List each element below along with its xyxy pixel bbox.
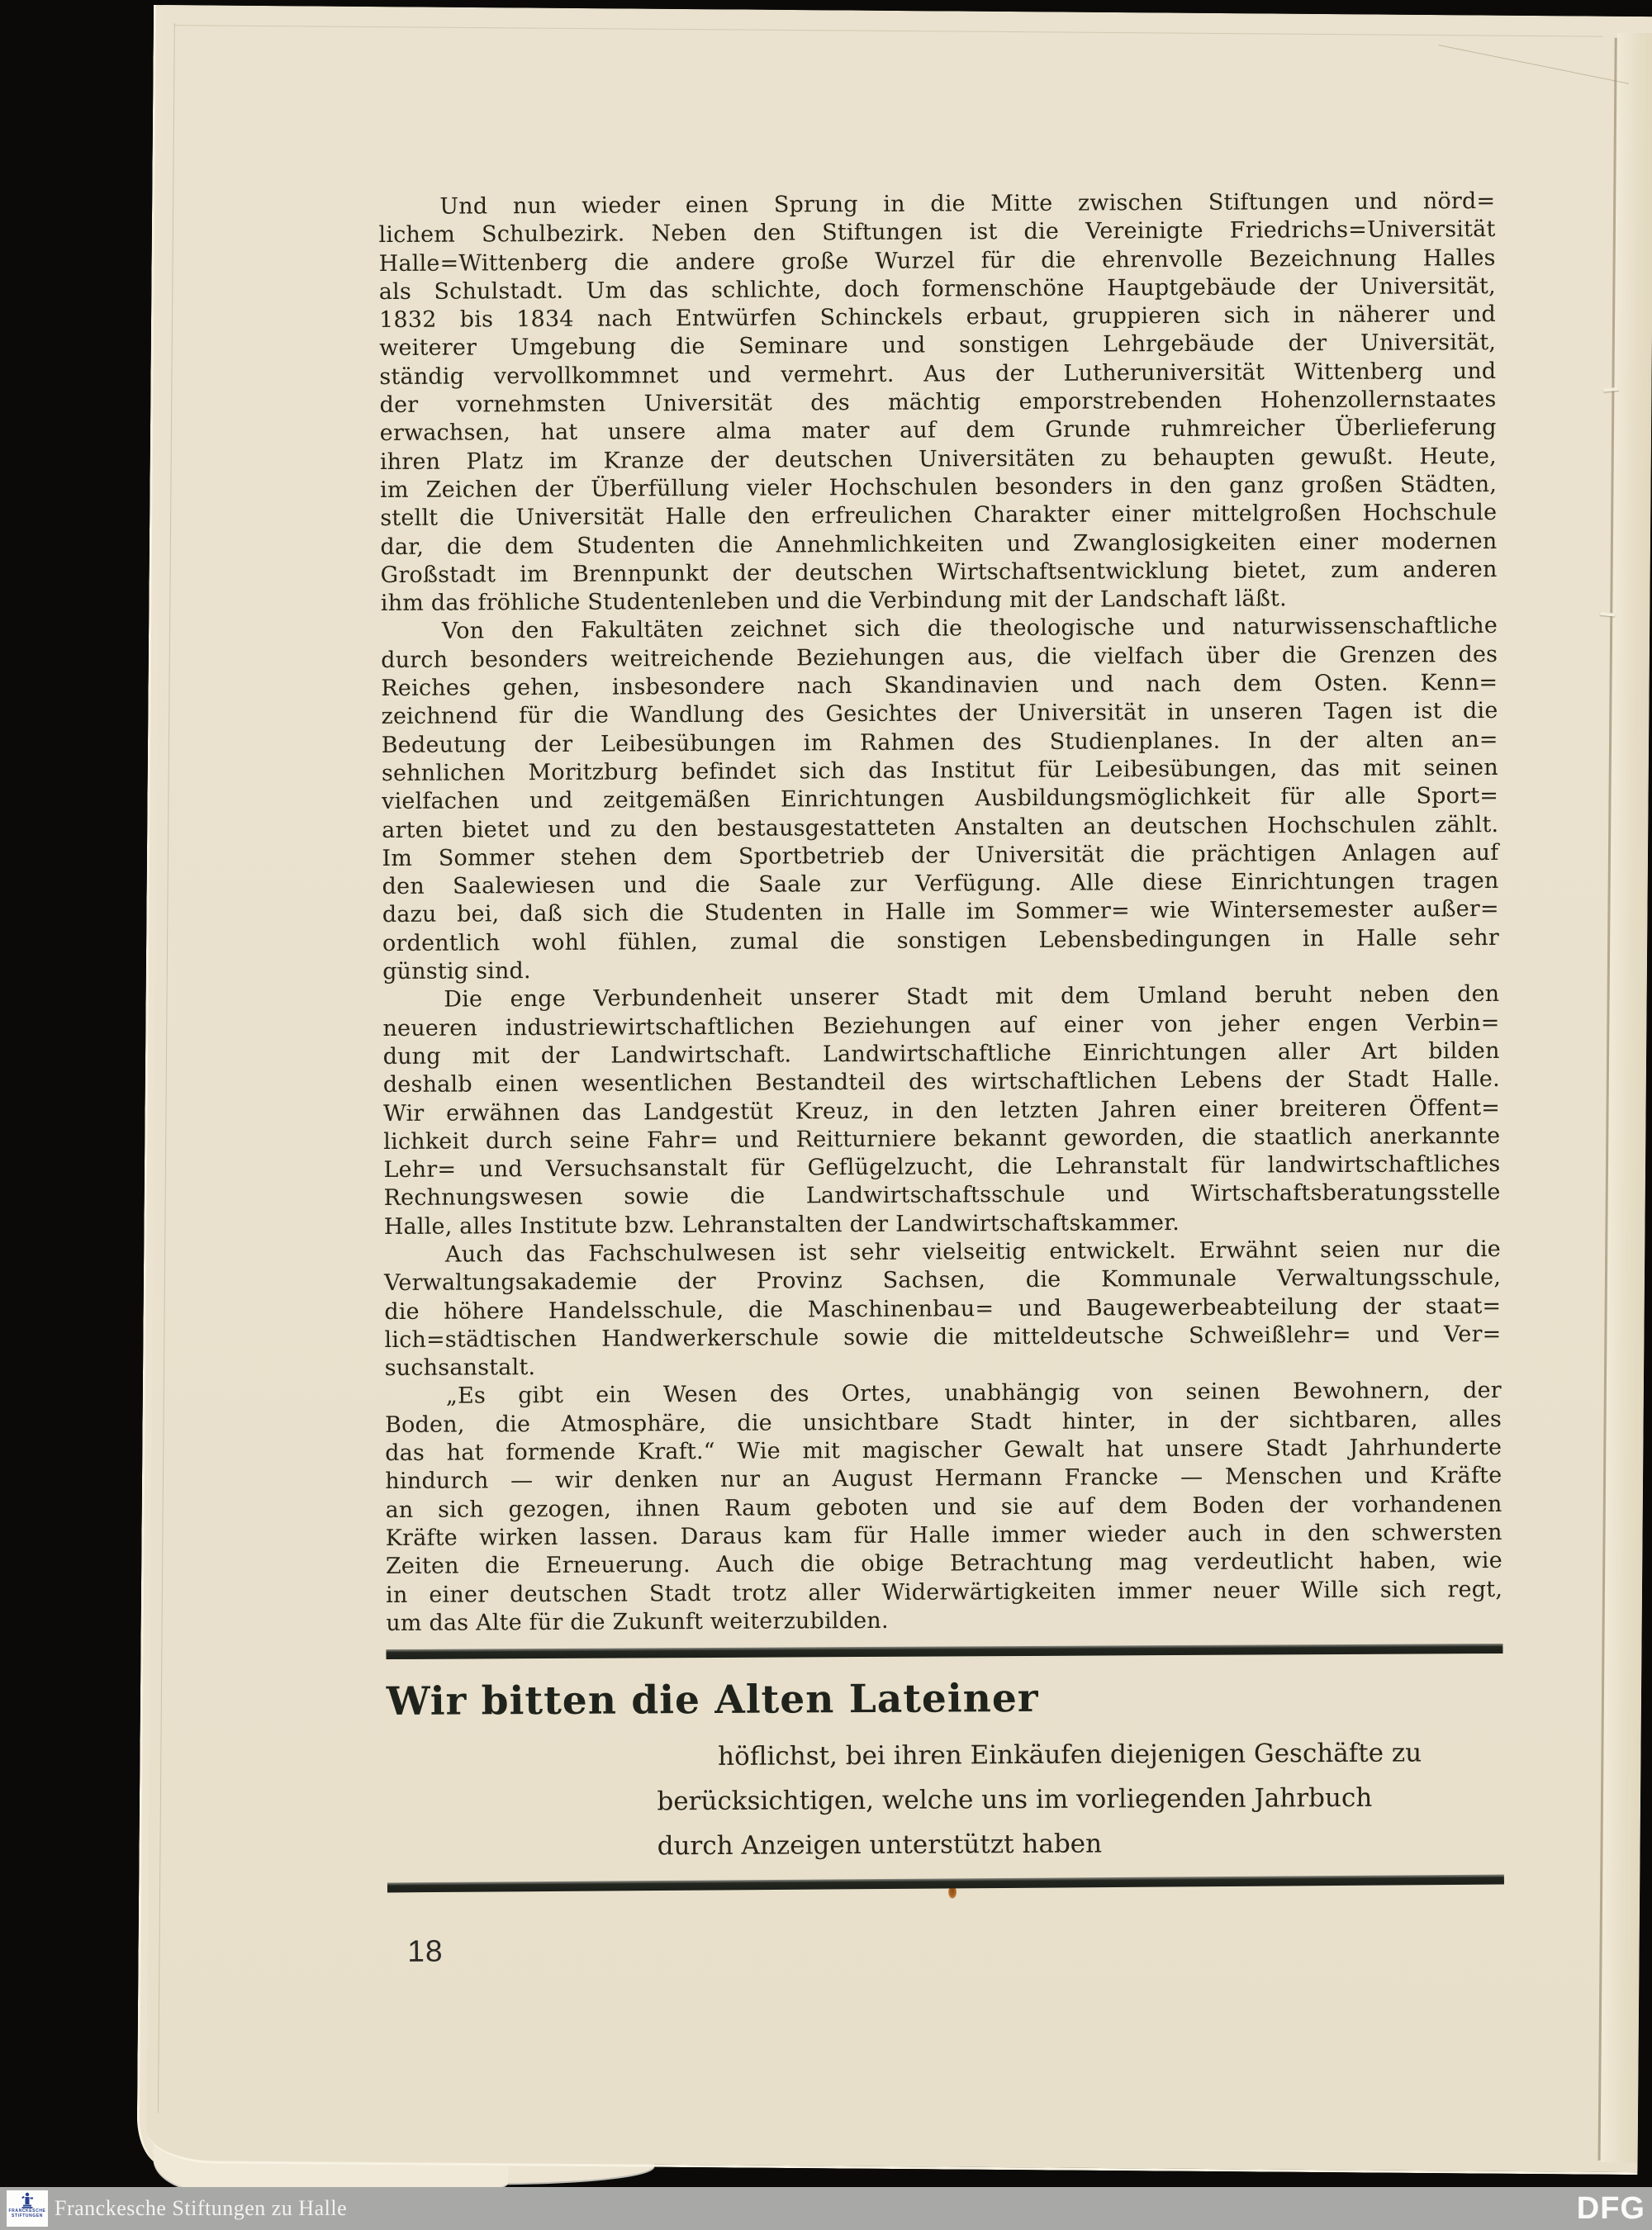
text-line: den Saalewiesen und die Saale zur Verfügung. Alle diese Einrichtungen tragen	[382, 868, 1499, 900]
advert-rule-top	[386, 1644, 1502, 1659]
text-line: „Es gibt ein Wesen des Ortes, unabhängig von seinen Bewohnern, der	[445, 1378, 1502, 1410]
page-number: 18	[407, 1933, 444, 1969]
advert-rule-bottom	[387, 1875, 1504, 1893]
text-line: Auch das Fachschulwesen ist sehr vielseitig entwickelt. Erwähnt seien nur die	[444, 1236, 1502, 1268]
text-line: lichem Schulbezirk. Neben den Stiftungen ist die Vereinigte Friedrichs=Universität	[378, 216, 1496, 249]
text-line: sehnlichen Moritzburg befindet sich das Institut für Leibesübungen, das mit seinen	[381, 754, 1498, 786]
text-line: Großstadt im Brennpunkt der deutschen Wirtschaftsentwicklung bietet, zum anderen	[380, 556, 1498, 588]
paragraph	[381, 612, 1499, 986]
text-line: zeichnend für die Wandlung des Gesichtes der Universität in unseren Tagen ist die	[381, 698, 1498, 730]
text-line: dazu bei, daß sich die Studenten in Halle im Sommer= wie Wintersemester außer=	[382, 896, 1499, 928]
advert-heading: Wir bitten die Alten Lateiner	[386, 1676, 1039, 1725]
footer-organization-title: Franckesche Stiftungen zu Halle	[55, 2196, 348, 2220]
text-line: ihm das fröhliche Studentenleben und die Verbindung mit der Landschaft läßt.	[380, 586, 1287, 617]
text-line: stellt die Universität Halle den erfreulichen Charakter einer mittelgroßen Hochschule	[380, 500, 1498, 532]
text-line: arten bietet und zu den bestausgestatteten Anstalten an deutschen Hochschulen zählt.	[382, 811, 1499, 843]
text-line: die höhere Handelsschule, die Maschinenbau= und Baugewerbeabteilung der staat=	[384, 1293, 1502, 1325]
text-line: Von den Fakultäten zeichnet sich die theologische und naturwissenschaftliche	[441, 613, 1498, 645]
text-line: Zeiten die Erneuerung. Auch die obige Betrachtung mag verdeutlicht haben, wie	[385, 1548, 1502, 1580]
text-line: als Schulstadt. Um das schlichte, doch formenschöne Hauptgebäude der Universität,	[378, 273, 1496, 305]
text-line: ständig vervollkommnet und vermehrt. Aus der Lutheruniversität Wittenberg und	[379, 358, 1497, 390]
text-line: neueren industriewirtschaftlichen Beziehungen auf einer von jeher engen Verbin=	[382, 1009, 1500, 1041]
text-line: deshalb einen wesentlichen Bestandteil des wirtschaftlichen Lebens der Stadt Halle.	[382, 1066, 1500, 1098]
text-line: günstig sind.	[382, 958, 531, 985]
text-line: um das Alte für die Zukunft weiterzubilden.	[386, 1607, 889, 1636]
dfg-logo: DFG	[1576, 2190, 1645, 2226]
paper-nick	[1600, 612, 1615, 617]
text-line: im Zeichen der Überfüllung vieler Hochschulen besonders in den ganz großen Städten,	[380, 471, 1498, 504]
text-line: erwachsen, hat unsere alma mater auf dem Grunde ruhmreicher Überlieferung	[379, 415, 1497, 447]
text-line: höflichst, bei ihren Einkäufen diejenigen Geschäfte zu	[718, 1738, 1422, 1772]
text-line: lichkeit durch seine Fahr= und Reitturniere bekannt geworden, die staatlich anerkannte	[383, 1122, 1501, 1155]
franckesche-stiftungen-logo	[7, 2190, 48, 2227]
paper-crease-top	[174, 25, 1603, 37]
text-line: Rechnungswesen sowie die Landwirtschaftsschule und Wirtschaftsberatungsstelle	[383, 1179, 1501, 1212]
logo-caption-line1: FRANCKESCHE	[8, 2209, 46, 2213]
viewer-footer-bar	[0, 2187, 1652, 2230]
text-line: Und nun wieder einen Sprung in die Mitte zwischen Stiftungen und nörd=	[439, 187, 1496, 220]
text-line: das hat formende Kraft.“ Wie mit magischer Gewalt hat unsere Stadt Jahrhunderte	[385, 1435, 1502, 1467]
logo-caption-line2: STIFTUNGEN	[12, 2213, 43, 2218]
text-line: ordentlich wohl fühlen, zumal die sonstigen Lebensbedingungen in Halle sehr	[382, 924, 1500, 956]
text-line: Halle, alles Institute bzw. Lehranstalten der Landwirtschaftskammer.	[383, 1209, 1180, 1240]
text-line: berücksichtigen, welche uns im vorliegenden Jahrbuch	[657, 1782, 1373, 1817]
text-line: hindurch — wir denken nur an August Hermann Francke — Menschen und Kräfte	[385, 1463, 1502, 1495]
text-line: vielfachen und zeitgemäßen Einrichtungen Ausbildungsmöglichkeit für alle Sport=	[381, 783, 1499, 815]
paragraph	[384, 1236, 1502, 1383]
text-line: durch Anzeigen unterstützt haben	[657, 1829, 1103, 1862]
text-line: weiterer Umgebung die Seminare und sonstigen Lehrgebäude der Universität,	[379, 330, 1497, 362]
text-line: Verwaltungsakademie der Provinz Sachsen, die Kommunale Verwaltungsschule,	[384, 1264, 1502, 1297]
paper-crease-left	[158, 23, 175, 2113]
text-line: Kräfte wirken lassen. Daraus kam für Halle immer wieder auch in den schwersten	[385, 1519, 1502, 1551]
paper-crease-top-right	[1439, 45, 1630, 84]
text-line: Wir erwähnen das Landgestüt Kreuz, in den letzten Jahren einer breiteren Öffent=	[382, 1094, 1501, 1127]
text-line: dar, die dem Studenten die Annehmlichkeiten und Zwanglosigkeiten einer modernen	[380, 528, 1498, 560]
text-line: Boden, die Atmosphäre, die unsichtbare Stadt hinter, in der sichtbaren, alles	[384, 1406, 1502, 1438]
text-line: lich=städtischen Handwerkerschule sowie die mitteldeutsche Schweißlehr= und Ver=	[384, 1321, 1502, 1353]
text-line: 1832 bis 1834 nach Entwürfen Schinckels erbaut, gruppieren sich in näherer und	[378, 301, 1497, 334]
paragraph	[382, 980, 1501, 1241]
text-line: ihren Platz im Kranze der deutschen Universitäten zu behaupten gewußt. Heute,	[379, 443, 1497, 475]
text-line: Reiches gehen, insbesondere nach Skandinavien und nach dem Osten. Kenn=	[381, 670, 1498, 702]
text-line: an sich gezogen, ihnen Raum geboten und sie auf dem Boden der vorhandenen	[385, 1491, 1502, 1523]
advert-text	[657, 1730, 1504, 1868]
text-line: durch besonders weitreichende Beziehungen aus, die vielfach über die Grenzen des	[381, 641, 1498, 673]
printed-text-block	[378, 187, 1504, 1969]
paragraph	[378, 187, 1498, 619]
scanned-book-page	[145, 5, 1652, 2175]
text-line: Bedeutung der Leibesübungen im Rahmen des Studienplanes. In der alten an=	[381, 726, 1498, 758]
text-line: in einer deutschen Stadt trotz aller Widerwärtigkeiten immer neuer Wille sich regt,	[386, 1576, 1503, 1608]
text-line: Halle=Wittenberg die andere große Wurzel für die ehrenvolle Bezeichnung Halles	[378, 244, 1496, 277]
text-line: dung mit der Landwirtschaft. Landwirtschaftliche Einrichtungen aller Art bilden	[382, 1037, 1500, 1070]
text-line: Die enge Verbundenheit unserer Stadt mit dem Umland beruht neben den	[444, 981, 1500, 1013]
text-line: Im Sommer stehen dem Sportbetrieb der Universität die prächtigen Anlagen auf	[382, 839, 1499, 871]
text-line: suchsanstalt.	[384, 1355, 536, 1382]
paragraph	[385, 1377, 1503, 1638]
franckesche-statue-icon	[21, 2192, 34, 2209]
text-line: Lehr= und Versuchsanstalt für Geflügelzucht, die Lehranstalt für landwirtschaftliches	[383, 1151, 1501, 1184]
text-line: der vornehmsten Universität des mächtig emporstrebenden Hohenzollernstaates	[379, 387, 1497, 419]
